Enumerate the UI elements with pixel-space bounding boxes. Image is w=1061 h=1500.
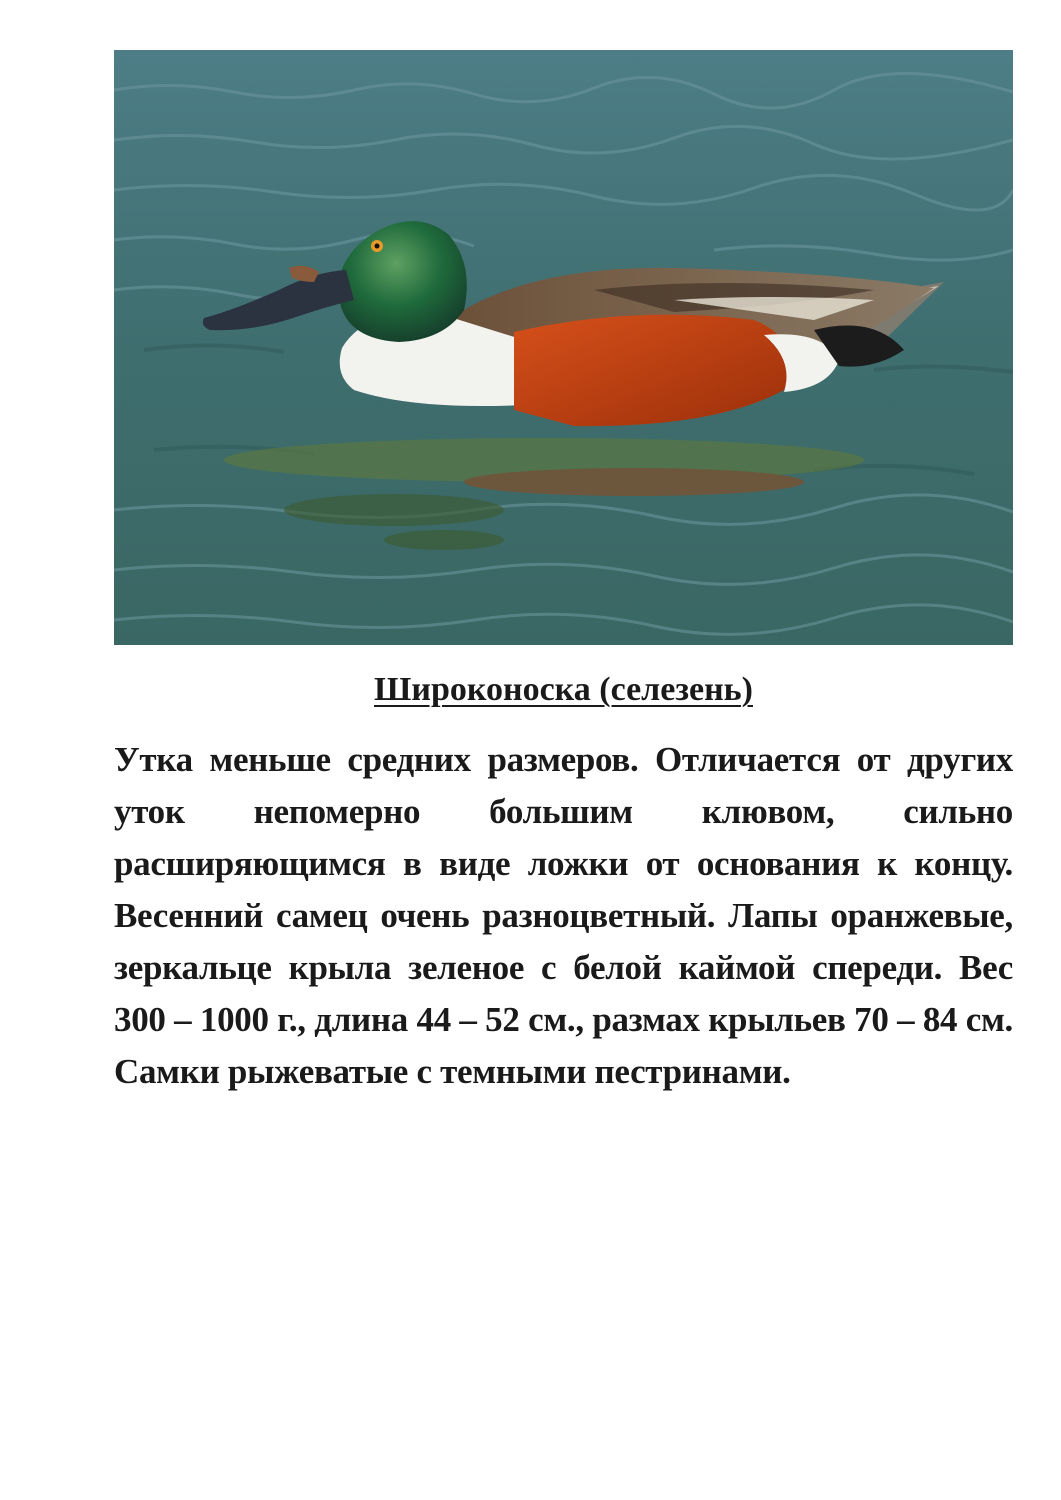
description-text: Утка меньше средних размеров. Отличается от других уток непомерно большим клювом, сильно расширяющимся в виде ложки от основания к концу. Весенний самец очень разноцветный. Лапы оранжевые, зеркальце крыла зеленое с белой каймой спереди. Вес 300 – 1000 г., длина 44 – 52 см., размах крыльев 70 – 84 см. Самки рыжеватые с темными пестринами. (114, 740, 1013, 1091)
duck-photo (114, 50, 1013, 645)
page-title: Широконоска (селезень) (374, 671, 753, 708)
duck-illustration (114, 50, 1013, 645)
